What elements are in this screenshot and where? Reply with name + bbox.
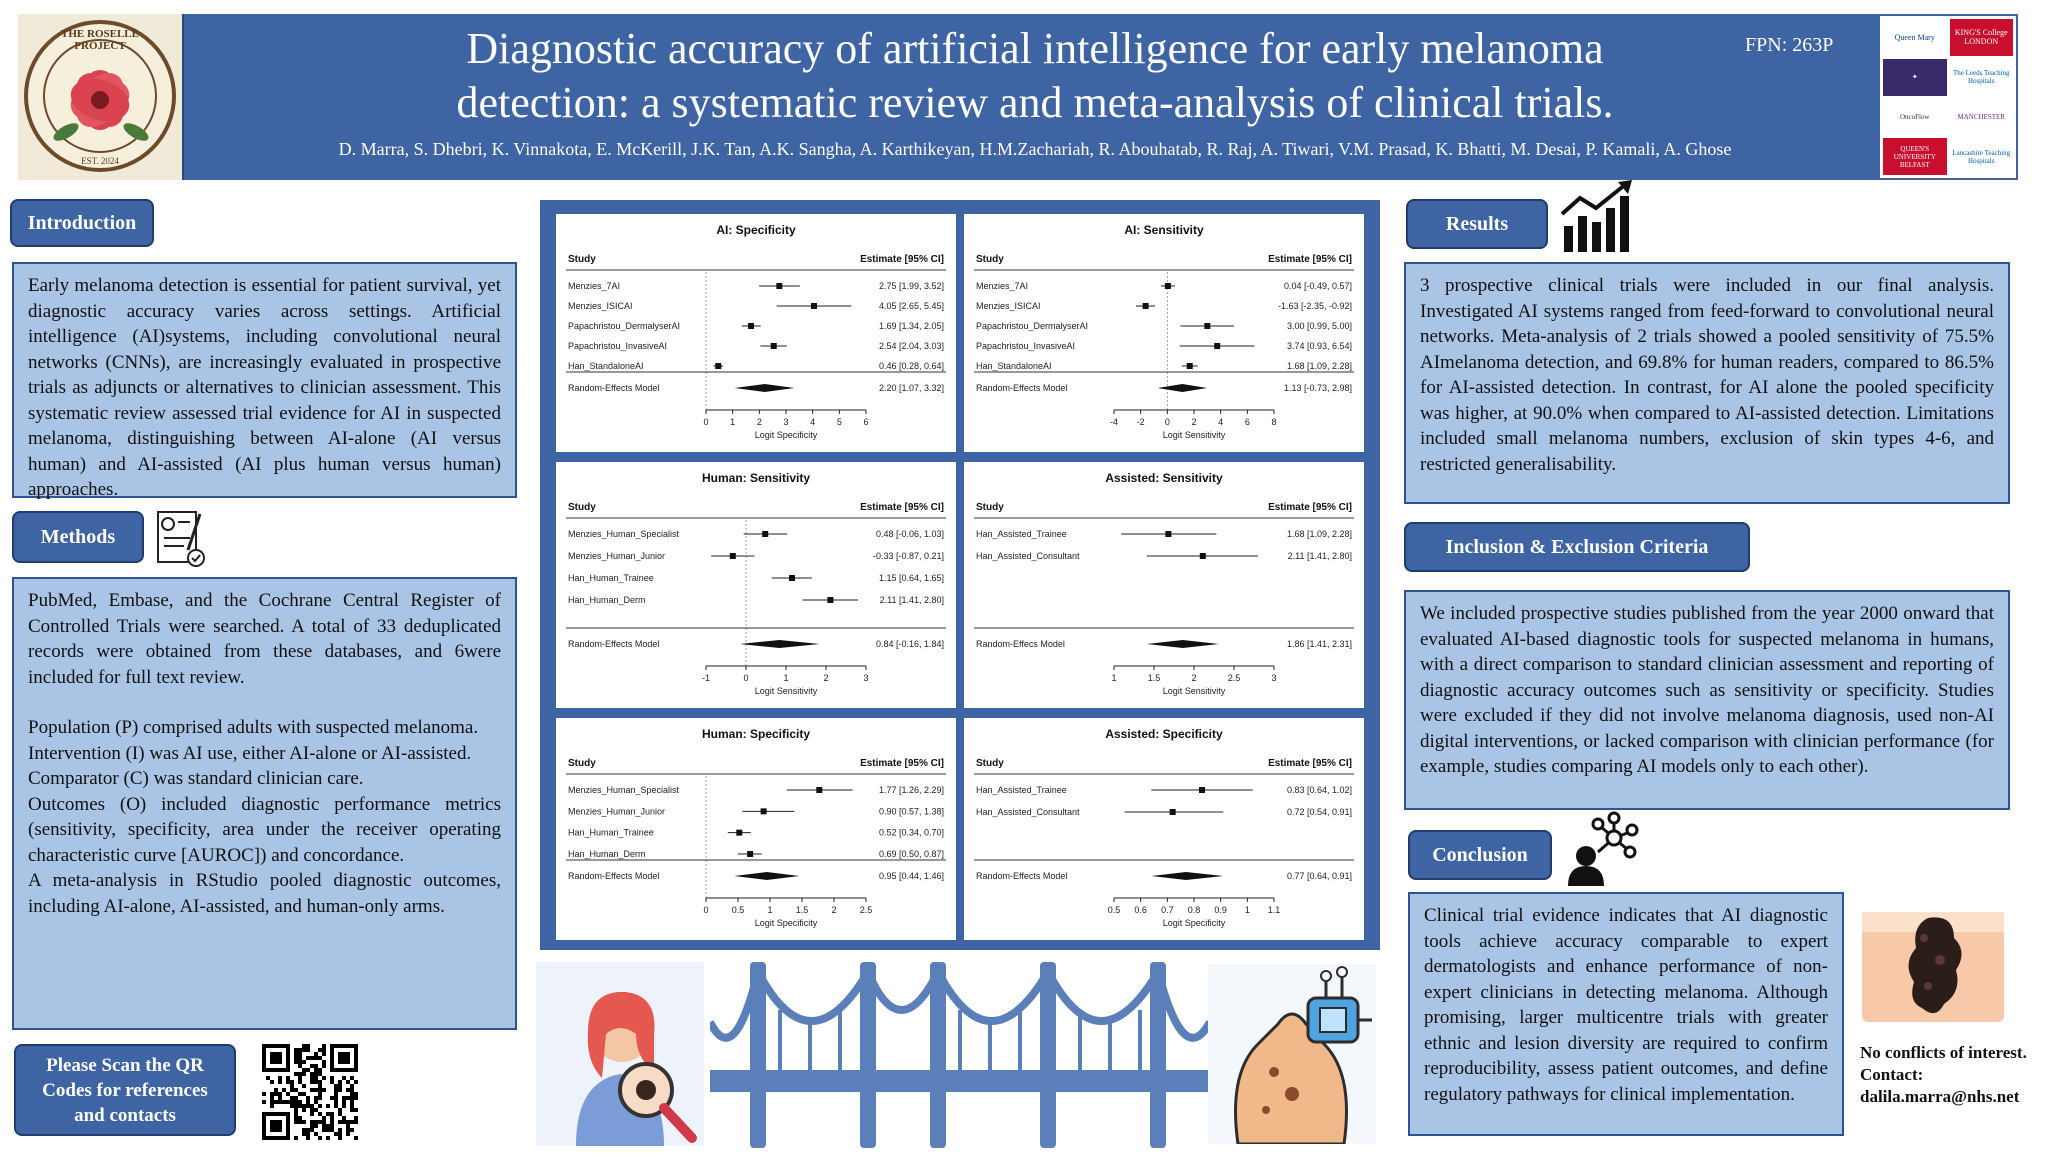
partner-logo: Lancashire Teaching Hospitals: [1950, 138, 2014, 175]
ai-network-person-icon: [1562, 808, 1640, 886]
study-estimate-point: [816, 787, 822, 793]
study-estimate-point: [811, 303, 817, 309]
pooled-label: Random-Effects Model: [976, 871, 1068, 881]
study-estimate-point: [1165, 283, 1171, 289]
study-estimate-point: [1187, 363, 1193, 369]
bridge-illustration: [710, 952, 1210, 1148]
col-header-study: Study: [976, 502, 1004, 513]
x-tick-label: 0.5: [731, 905, 745, 915]
forest-plot-svg: [556, 214, 956, 452]
estimate-label: 2.11 [1.41, 2.80]: [879, 595, 944, 605]
study-estimate-point: [771, 343, 777, 349]
partner-logo: MANCHESTER: [1950, 99, 2014, 136]
pooled-label: Random-Effects Model: [568, 383, 660, 393]
methods-intervention: Intervention (I) was AI use, either AI-alone or AI-assisted.: [28, 742, 472, 764]
col-header-estimate: Estimate [95% CI]: [1268, 502, 1352, 513]
study-label: Han_Human_Trainee: [568, 573, 654, 583]
title-line-2: detection: a systematic review and meta-analysis of clinical trials.: [456, 78, 1614, 127]
study-estimate-point: [1165, 531, 1171, 537]
study-estimate-point: [1199, 787, 1205, 793]
col-header-estimate: Estimate [95% CI]: [860, 758, 944, 769]
estimate-label: 0.46 [0.28, 0.64]: [878, 361, 944, 371]
forest-plot: [556, 462, 956, 708]
x-tick-label: 2.5: [859, 905, 873, 915]
study-estimate-point: [1214, 343, 1220, 349]
x-tick-label: -1: [701, 673, 711, 683]
x-tick-label: 0.7: [1161, 905, 1174, 915]
plot-title: AI: Specificity: [716, 223, 796, 237]
methods-search: PubMed, Embase, and the Cochrane Central Register of Controlled Trials were searched. A total of 33 deduplicated records were obtained from these databases, and 6were included for full text review.: [28, 590, 501, 688]
methods-population: Population (P) comprised adults with suspected melanoma.: [28, 717, 479, 738]
x-axis-label: Logit Sensitivity: [754, 686, 818, 696]
study-label: Han_Human_Derm: [568, 595, 646, 605]
x-tick-label: 2: [831, 905, 837, 915]
partner-logo: The Leeds Teaching Hospitals: [1950, 59, 2014, 96]
skin-check-illustration: [536, 962, 704, 1146]
pooled-diamond: [740, 640, 820, 648]
estimate-label: 3.00 [0.99, 5.00]: [1286, 321, 1352, 331]
fpn-label: FPN: 263P: [1745, 34, 1834, 56]
x-tick-label: 0.6: [1134, 905, 1147, 915]
col-header-estimate: Estimate [95% CI]: [1268, 254, 1352, 265]
x-tick-label: 6: [863, 417, 869, 427]
estimate-label: -1.63 [-2.35, -0.92]: [1277, 301, 1352, 311]
study-label: Han_Assisted_Consultant: [976, 807, 1080, 817]
study-estimate-point: [1143, 303, 1149, 309]
study-estimate-point: [1204, 323, 1210, 329]
pooled-estimate-label: 0.84 [-0.16, 1.84]: [875, 639, 944, 649]
study-label: Menzies_Human_Specialist: [568, 529, 680, 539]
introduction-text: Early melanoma detection is essential for patient survival, yet diagnostic accuracy varies across settings. Artificial intelligence (AI)systems, including convolutional neural networks (CNNs), are increasingly evaluated in prospective trials as adjuncts or alternatives to clinician assessment. This systematic review assessed trial evidence for AI in suspected melanoma, distinguishing between AI-alone (AI versus human) and AI-assisted (AI plus human versus human) approaches.: [12, 262, 517, 498]
bar-chart-growth-icon: [1556, 180, 1636, 254]
criteria-text: We included prospective studies published from the year 2000 onward that evaluated AI-based diagnostic tools for suspected melanoma in humans, with a direct comparison to standard clinician assessment and reporting of diagnostic accuracy outcomes such as sensitivity or specificity. Studies were excluded if they did not involve melanoma diagnosis, used non-AI digital interventions, or lacked comparison with clinician performance (for example, studies comparing AI models only to each other).: [1404, 590, 2010, 810]
x-tick-label: 5: [836, 417, 842, 427]
study-label: Han_Human_Derm: [568, 849, 646, 859]
pooled-diamond: [1151, 872, 1223, 880]
x-tick-label: 4: [1218, 417, 1224, 427]
plot-title: Human: Specificity: [701, 727, 811, 741]
col-header-estimate: Estimate [95% CI]: [860, 254, 944, 265]
partner-logo: QUEEN'S UNIVERSITY BELFAST: [1883, 138, 1947, 175]
x-tick-label: 0: [1164, 417, 1170, 427]
col-header-study: Study: [568, 758, 596, 769]
partner-logo: ✦: [1883, 59, 1947, 96]
pooled-label: Random-Effects Model: [976, 383, 1068, 393]
estimate-label: 2.11 [1.41, 2.80]: [1287, 551, 1352, 561]
x-axis-label: Logit Sensitivity: [1162, 686, 1226, 696]
x-axis-label: Logit Sensitivity: [1162, 430, 1226, 440]
results-text: 3 prospective clinical trials were included in our final analysis. Investigated AI systems ranged from feed-forward to convolutional neural networks. Meta-analysis of 2 trials showed a pooled sensitivity of 75.5% AImelanoma detection, and 69.8% for human readers, compared to 86.5% for AI-assisted detection. In contrast, for AI alone the pooled specificity was higher, at 90.0% when compared to AI-assisted detection. Limitations included small melanoma numbers, exclusion of skin types 4-6, and restricted generalisability.: [1404, 262, 2010, 504]
study-label: Menzies_Human_Specialist: [568, 785, 680, 795]
forest-plot: [556, 214, 956, 452]
estimate-label: 2.54 [2.04, 3.03]: [878, 341, 944, 351]
methods-outcomes: Outcomes (O) included diagnostic performance metrics (sensitivity, specificity, area under the receiver operating characteristic curve [AUROC]) and concordance.: [28, 793, 501, 866]
author-list: D. Marra, S. Dhebri, K. Vinnakota, E. McKerill, J.K. Tan, A.K. Sangha, A. Karthikeyan, H.M.Zachariah, R. Abouhatab, R. Raj, A. Tiwari, V.M. Prasad, K. Bhatti, M. Desai, P. Kamali, A. Ghose: [338, 139, 1732, 159]
study-label: Han_Assisted_Trainee: [976, 785, 1067, 795]
col-header-study: Study: [976, 254, 1004, 265]
x-tick-label: 2: [1191, 673, 1197, 683]
x-tick-label: 1.1: [1267, 905, 1281, 915]
conclusion-text: Clinical trial evidence indicates that AI diagnostic tools achieve accuracy comparable to expert dermatologists and enhance performance of non-expert clinicians in detecting melanoma. Although promising, larger multicentre trials with greater ethnic and lesion diversity are required to confirm reproducibility, assess patient outcomes, and define regulatory pathways for clinical implementation.: [1408, 892, 1844, 1136]
study-estimate-point: [747, 851, 753, 857]
pooled-estimate-label: 2.20 [1.07, 3.32]: [878, 383, 944, 393]
study-label: Menzies_Human_Junior: [568, 551, 666, 561]
ai-body-scan-illustration: [1208, 964, 1376, 1144]
forest-plot: [556, 718, 956, 940]
study-label: Menzies_7AI: [568, 281, 621, 291]
col-header-study: Study: [568, 254, 596, 265]
x-tick-label: 0.5: [1107, 905, 1121, 915]
estimate-label: 1.68 [1.09, 2.28]: [1286, 361, 1352, 371]
study-estimate-point: [1170, 809, 1176, 815]
methods-text: [12, 577, 517, 1030]
x-tick-label: -4: [1109, 417, 1119, 427]
study-label: Han_Assisted_Consultant: [976, 551, 1080, 561]
x-tick-label: 0: [703, 417, 709, 427]
forest-plot: [964, 462, 1364, 708]
pooled-diamond: [1158, 384, 1207, 392]
study-label: Papachristou_InvasiveAI: [976, 341, 1076, 351]
x-tick-label: 0.8: [1187, 905, 1201, 915]
partner-logo: Queen Mary: [1883, 19, 1947, 56]
study-label: Han_StandaloneAI: [976, 361, 1052, 371]
methods-comparator: Comparator (C) was standard clinician care.: [28, 768, 364, 789]
forest-plot: [964, 718, 1364, 940]
study-label: Menzies_ISICAI: [568, 301, 633, 311]
partner-logo: OncoFlow: [1883, 99, 1947, 136]
study-estimate-point: [730, 553, 736, 559]
x-tick-label: 2.5: [1227, 673, 1241, 683]
estimate-label: 0.90 [0.57, 1.38]: [878, 806, 944, 817]
forest-plots-panel: [540, 200, 1380, 950]
x-tick-label: 2: [823, 673, 829, 683]
pooled-estimate-label: 0.77 [0.64, 0.91]: [1286, 871, 1352, 881]
x-tick-label: 0: [703, 905, 709, 915]
study-estimate-point: [827, 597, 833, 603]
study-estimate-point: [736, 830, 742, 836]
estimate-label: 1.15 [0.64, 1.65]: [878, 573, 944, 583]
study-label: Menzies_Human_Junior: [568, 806, 666, 817]
logo-est: EST. 2024: [81, 156, 119, 166]
scan-qr-label: Please Scan the QR Codes for references and contacts: [14, 1044, 236, 1136]
estimate-label: 0.69 [0.50, 0.87]: [878, 849, 944, 859]
estimate-label: 0.72 [0.54, 0.91]: [1286, 807, 1352, 817]
x-tick-label: -2: [1136, 417, 1145, 427]
estimate-label: -0.33 [-0.87, 0.21]: [872, 551, 944, 561]
x-tick-label: 2: [1191, 417, 1197, 427]
qr-code[interactable]: [262, 1044, 358, 1140]
study-estimate-point: [715, 363, 721, 369]
study-label: Menzies_ISICAI: [976, 301, 1041, 311]
study-estimate-point: [748, 323, 754, 329]
introduction-heading: Introduction: [10, 199, 154, 247]
x-tick-label: 6: [1244, 417, 1250, 427]
forest-plot-svg: [964, 718, 1364, 940]
col-header-estimate: Estimate [95% CI]: [860, 502, 944, 513]
x-tick-label: 3: [1271, 673, 1277, 683]
study-label: Papachristou_InvasiveAI: [568, 341, 668, 351]
x-tick-label: 1.5: [1147, 673, 1161, 683]
conflicts-statement: No conflicts of interest.: [1860, 1043, 2027, 1062]
results-heading: Results: [1406, 199, 1548, 249]
study-estimate-point: [789, 575, 795, 581]
study-label: Han_StandaloneAI: [568, 361, 644, 371]
forest-plot-svg: [556, 718, 956, 940]
methods-heading: Methods: [12, 511, 144, 563]
study-label: Menzies_7AI: [976, 281, 1029, 291]
footer-contact: [1860, 1042, 2046, 1108]
x-tick-label: 2: [756, 417, 762, 427]
forest-plot-svg: [964, 462, 1364, 708]
study-estimate-point: [776, 283, 782, 289]
estimate-label: 3.74 [0.93, 6.54]: [1286, 341, 1352, 351]
contact-label: Contact:: [1860, 1065, 1924, 1084]
x-tick-label: 1: [1111, 673, 1117, 683]
estimate-label: 2.75 [1.99, 3.52]: [878, 281, 944, 291]
x-axis-label: Logit Specificity: [754, 918, 818, 928]
plot-title: AI: Sensitivity: [1124, 223, 1204, 237]
methods-meta-analysis: A meta-analysis in RStudio pooled diagnostic outcomes, including AI-alone, AI-assisted, and human-only arms.: [28, 870, 501, 917]
study-label: Papachristou_DermalyserAI: [568, 321, 681, 331]
conclusion-heading: Conclusion: [1408, 830, 1552, 880]
estimate-label: 1.68 [1.09, 2.28]: [1286, 529, 1352, 539]
x-tick-label: 0: [743, 673, 749, 683]
study-estimate-point: [761, 808, 767, 814]
x-tick-label: 1: [767, 905, 773, 915]
poster-title: [190, 22, 1880, 130]
x-tick-label: 4: [810, 417, 816, 427]
x-tick-label: 1.5: [795, 905, 809, 915]
criteria-heading: Inclusion & Exclusion Criteria: [1404, 522, 1750, 572]
pooled-label: Random-Effects Model: [568, 639, 660, 649]
study-estimate-point: [762, 531, 768, 537]
pooled-label: Random-Effecs Model: [976, 639, 1065, 649]
forest-plot: [964, 214, 1364, 452]
logo-text: THE ROSELLE PROJECT: [61, 28, 139, 52]
estimate-label: 0.83 [0.64, 1.02]: [1286, 785, 1352, 795]
plot-title: Human: Sensitivity: [701, 471, 811, 485]
pooled-diamond: [734, 872, 799, 880]
col-header-study: Study: [976, 758, 1004, 769]
title-line-1: Diagnostic accuracy of artificial intelligence for early melanoma: [466, 24, 1604, 73]
plot-title: Assisted: Sensitivity: [1105, 471, 1223, 485]
contact-email[interactable]: dalila.marra@nhs.net: [1860, 1087, 2020, 1106]
forest-plot-svg: [556, 462, 956, 708]
plot-title: Assisted: Specificity: [1105, 727, 1223, 741]
melanoma-lesion-illustration: [1858, 908, 2008, 1026]
study-label: Han_Assisted_Trainee: [976, 529, 1067, 539]
x-axis-label: Logit Specificity: [1162, 918, 1226, 928]
pooled-diamond: [735, 384, 795, 392]
estimate-label: 0.04 [-0.49, 0.57]: [1283, 281, 1352, 291]
estimate-label: 4.05 [2.65, 5.45]: [878, 301, 944, 311]
x-tick-label: 8: [1271, 417, 1277, 427]
pooled-label: Random-Effects Model: [568, 871, 660, 881]
col-header-study: Study: [568, 502, 596, 513]
pooled-estimate-label: 1.13 [-0.73, 2.98]: [1283, 383, 1352, 393]
methods-icon: [150, 506, 214, 570]
study-label: Papachristou_DermalyserAI: [976, 321, 1089, 331]
estimate-label: 1.77 [1.26, 2.29]: [878, 785, 944, 795]
study-label: Han_Human_Trainee: [568, 827, 654, 838]
forest-plot-svg: [964, 214, 1364, 452]
partner-logos: [1880, 16, 2016, 178]
pooled-estimate-label: 0.95 [0.44, 1.46]: [878, 871, 944, 881]
x-tick-label: 1: [730, 417, 736, 427]
pooled-estimate-label: 1.86 [1.41, 2.31]: [1286, 639, 1352, 649]
col-header-estimate: Estimate [95% CI]: [1268, 758, 1352, 769]
partner-logo: KING'S College LONDON: [1950, 19, 2014, 56]
x-tick-label: 3: [783, 417, 789, 427]
pooled-diamond: [1147, 640, 1219, 648]
estimate-label: 0.48 [-0.06, 1.03]: [875, 529, 944, 539]
study-estimate-point: [1200, 553, 1206, 559]
x-tick-label: 1: [1244, 905, 1250, 915]
x-axis-label: Logit Specificity: [754, 430, 818, 440]
estimate-label: 0.52 [0.34, 0.70]: [878, 827, 944, 838]
x-tick-label: 0.9: [1214, 905, 1227, 915]
estimate-label: 1.69 [1.34, 2.05]: [878, 321, 944, 331]
x-tick-label: 1: [783, 673, 789, 683]
x-tick-label: 3: [863, 673, 869, 683]
